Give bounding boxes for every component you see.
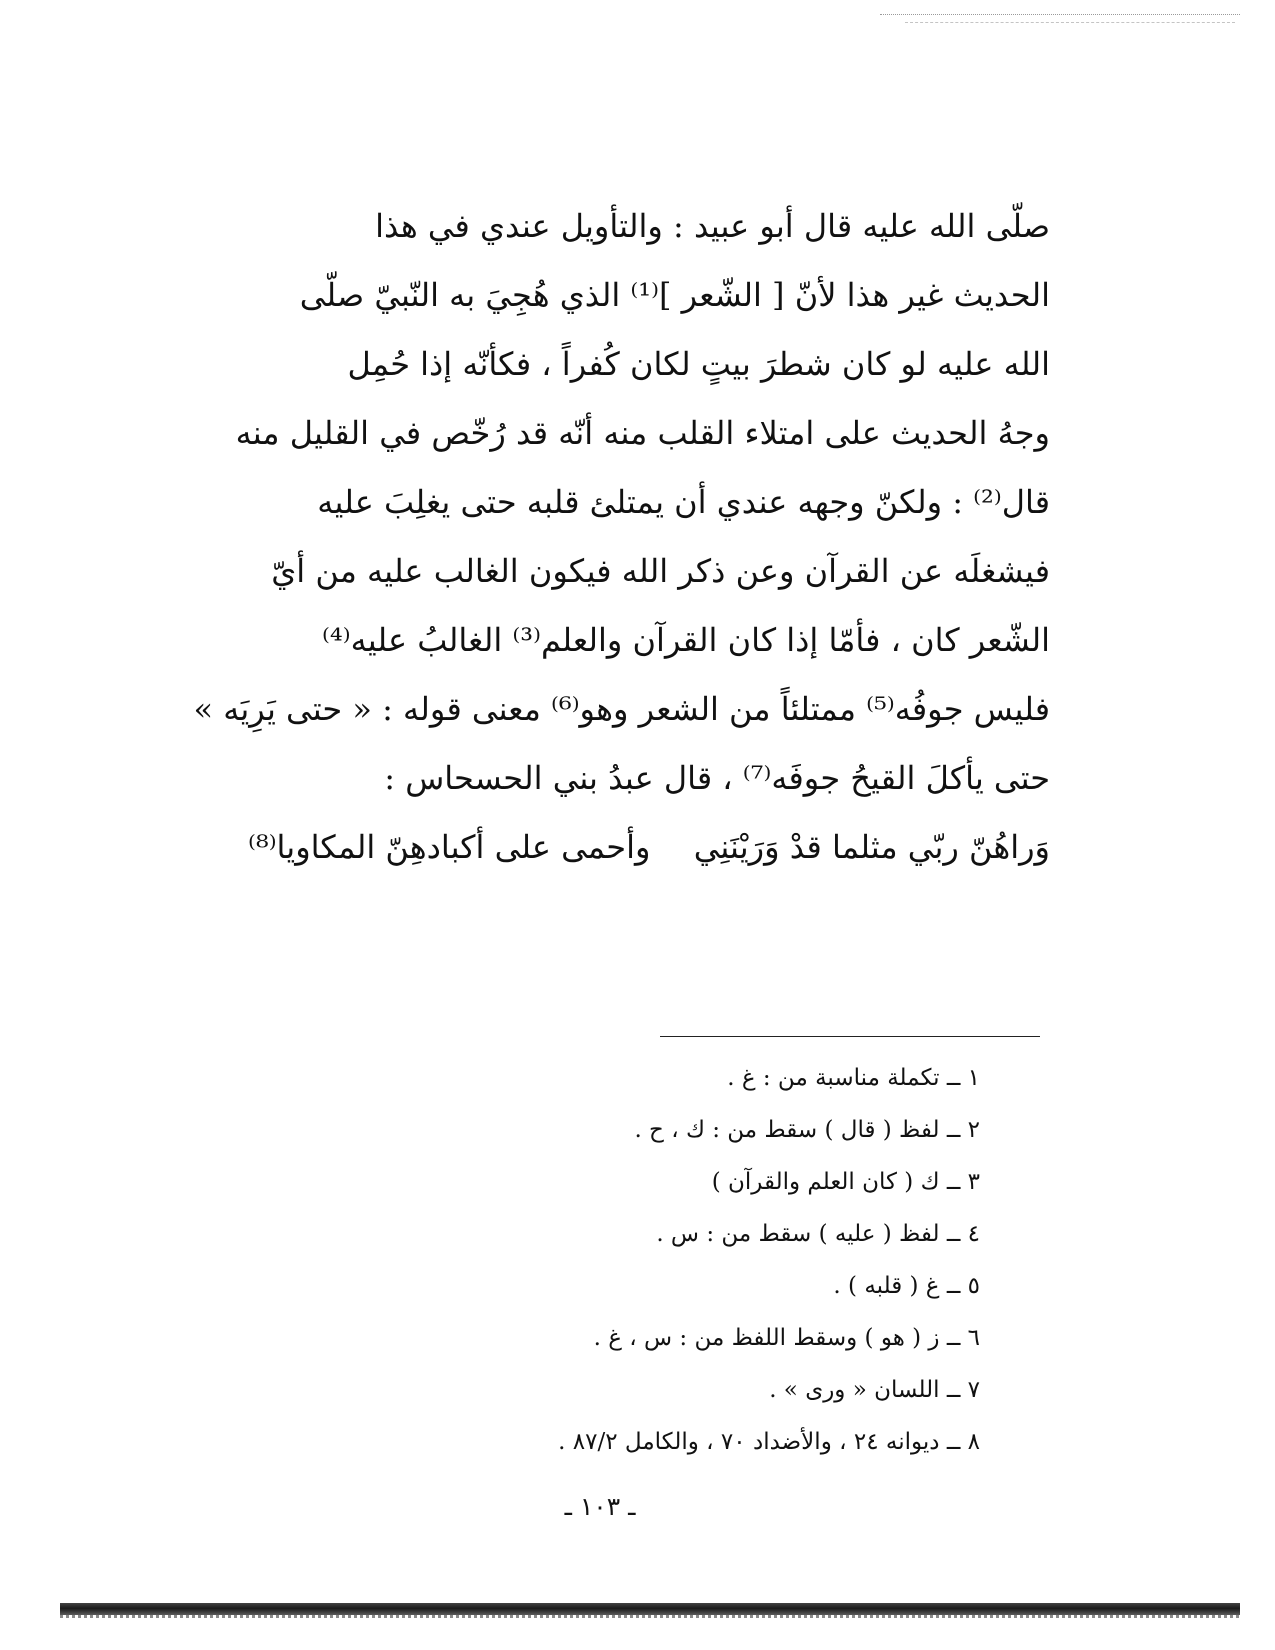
- verse-first-hemistich: وَراهُنّ ربّي مثلما قدْ وَرَيْنَنِي: [693, 828, 1050, 866]
- footnote-3: ٣ ــ ك ( كان العلم والقرآن ): [711, 1169, 980, 1195]
- body-line-6: فيشغلَه عن القرآن وعن ذكر الله فيكون الغالب عليه من أيّ: [271, 552, 1050, 590]
- body-line-2: الحديث غير هذا لأنّ [ الشّعر ]⁽¹⁾ الذي هُجِيَ به النّبيّ صلّى: [299, 276, 1050, 314]
- footnote-1: ١ ــ تكملة مناسبة من : غ .: [727, 1065, 980, 1091]
- body-line-9: حتى يأكلَ القيحُ جوفَه⁽⁷⁾ ، قال عبدُ بني الحسحاس :: [384, 759, 1050, 797]
- footnote-8: ٨ ــ ديوانه ٢٤ ، والأضداد ٧٠ ، والكامل ٨٧/٢ .: [558, 1429, 980, 1455]
- footnote-separator: [660, 1036, 1040, 1037]
- poetry-verse: [230, 813, 1050, 882]
- footnote-5: ٥ ــ غ ( قلبه ) .: [833, 1273, 980, 1299]
- footnote-6: ٦ ــ ز ( هو ) وسقط اللفظ من : س ، غ .: [593, 1325, 980, 1351]
- body-text: [193, 192, 1050, 882]
- body-line-1: صلّى الله عليه قال أبو عبيد : والتأويل عندي في هذا: [375, 207, 1050, 245]
- body-line-7: الشّعر كان ، فأمّا إذا كان القرآن والعلم⁽³⁾ الغالبُ عليه⁽⁴⁾: [322, 621, 1050, 659]
- footnote-2: ٢ ــ لفظ ( قال ) سقط من : ك ، ح .: [634, 1117, 980, 1143]
- footnotes: [430, 1052, 980, 1468]
- page-number: ـ ١٠٣ ـ: [564, 1492, 636, 1521]
- scan-border-bottom: [60, 1603, 1240, 1615]
- body-line-8: فليس جوفُه⁽⁵⁾ ممتلئاً من الشعر وهو⁽⁶⁾ معنى قوله : « حتى يَرِيَه »: [193, 690, 1050, 728]
- verse-second-hemistich: وأحمى على أكبادهِنّ المكاويا⁽⁸⁾: [248, 828, 651, 866]
- body-line-4: وجهُ الحديث على امتلاء القلب منه أنّه قد رُخّص في القليل منه: [235, 414, 1050, 452]
- footnote-7: ٧ ــ اللسان « ورى » .: [769, 1377, 980, 1403]
- body-line-3: الله عليه لو كان شطرَ بيتٍ لكان كُفراً ، فكأنّه إذا حُمِل: [347, 345, 1050, 383]
- footnote-4: ٤ ــ لفظ ( عليه ) سقط من : س .: [656, 1221, 980, 1247]
- body-line-5: قال⁽²⁾ : ولكنّ وجهه عندي أن يمتلئ قلبه حتى يغلِبَ عليه: [317, 483, 1050, 521]
